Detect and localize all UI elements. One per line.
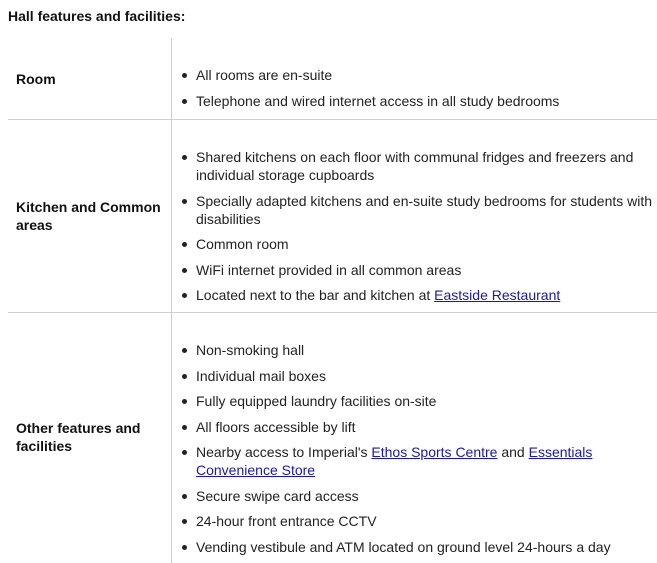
list-item-text: Vending vestibule and ATM located on ground level 24-hours a day bbox=[196, 538, 611, 555]
row-label-other: Other features and facilities bbox=[16, 420, 141, 454]
column-divider bbox=[171, 38, 172, 119]
list-item-text: Common room bbox=[196, 236, 289, 252]
list-item bbox=[174, 92, 653, 110]
row-label-room: Room bbox=[16, 71, 56, 87]
list-item bbox=[174, 512, 653, 530]
list-item bbox=[174, 261, 653, 279]
list-item-text: WiFi internet provided in all common areas bbox=[196, 261, 462, 278]
list-item bbox=[174, 235, 653, 253]
link-ethos-sports-centre[interactable]: Ethos Sports Centre bbox=[371, 444, 498, 460]
list-item-text: Non-smoking hall bbox=[196, 342, 305, 358]
table-row-other bbox=[8, 313, 657, 563]
column-divider bbox=[171, 120, 172, 312]
row-label-kitchen: Kitchen and Common areas bbox=[16, 199, 161, 233]
list-item-text: All rooms are en-suite bbox=[196, 67, 333, 83]
list-item-text: Individual mail boxes bbox=[196, 367, 326, 384]
feature-list-kitchen bbox=[174, 148, 653, 312]
list-item-text: and bbox=[497, 444, 529, 460]
list-item-text: Located next to the bar and kitchen at bbox=[196, 287, 435, 303]
list-item-text: Telephone and wired internet access in all study bedrooms bbox=[196, 92, 560, 109]
list-item bbox=[174, 341, 653, 359]
list-item-text: Secure swipe card access bbox=[196, 487, 359, 504]
list-item-text: Shared kitchens on each floor with communal fridges and freezers and individual storage cupboards bbox=[196, 149, 634, 183]
link-eastside-restaurant[interactable]: Eastside Restaurant bbox=[434, 287, 561, 303]
list-item-text: 24-hour front entrance CCTV bbox=[196, 513, 377, 529]
feature-list-other bbox=[174, 341, 653, 563]
list-item bbox=[174, 418, 653, 436]
list-item bbox=[174, 487, 653, 505]
list-item bbox=[174, 192, 653, 228]
section-heading: Hall features and facilities: bbox=[8, 8, 186, 24]
list-item bbox=[174, 66, 653, 84]
list-item bbox=[174, 538, 653, 556]
list-item bbox=[174, 392, 653, 410]
table-row-room bbox=[8, 38, 657, 120]
list-item-text: All floors accessible by lift bbox=[196, 418, 356, 435]
column-divider bbox=[171, 313, 172, 563]
list-item bbox=[174, 367, 653, 385]
list-item-text: Specially adapted kitchens and en-suite study bedrooms for students with disabilities bbox=[196, 192, 653, 227]
list-item-text: Fully equipped laundry facilities on-site bbox=[196, 393, 437, 409]
features-table bbox=[8, 38, 657, 563]
table-row-kitchen bbox=[8, 120, 657, 313]
list-item bbox=[174, 443, 653, 479]
list-item bbox=[174, 286, 653, 304]
link-essentials-convenience-store[interactable]: Essentials Convenience Store bbox=[196, 444, 593, 478]
list-item bbox=[174, 148, 653, 184]
list-item-text: Nearby access to Imperial's bbox=[196, 444, 372, 460]
feature-list-room bbox=[174, 66, 653, 117]
